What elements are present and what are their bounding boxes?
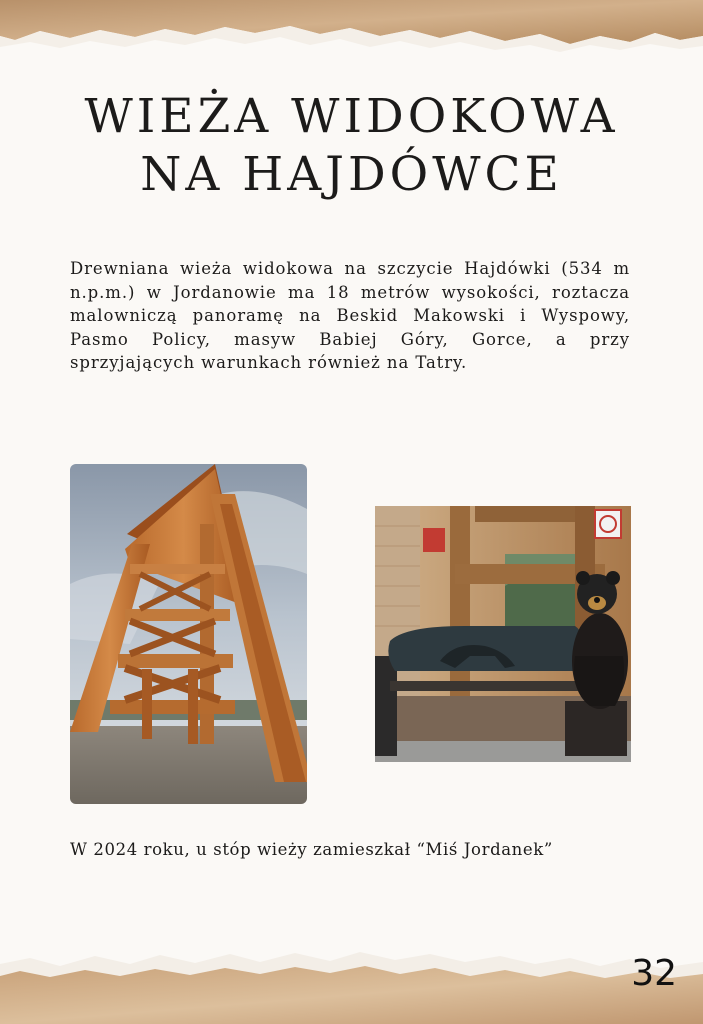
page-title [0,88,703,204]
photo-caption: W 2024 roku, u stóp wieży zamieszkał “Miś Jordanek” [70,840,553,859]
title-line-2: NA HAJDÓWCE [140,147,563,202]
title-line-1: WIEŻA WIDOKOWA [84,89,619,144]
page-number: 32 [631,953,677,994]
tower-photo [70,464,307,804]
description-paragraph: Drewniana wieża widokowa na szczycie Hajdówki (534 m n.p.m.) w Jordanowie ma 18 metrów wysokości, roztacza malowniczą panoramę na Beskid Makowski i Wyspowy, Pasmo Policy, masyw Babiej Góry, Gorce, a przy sprzyjających warunkach również na Tatry. [70,259,630,372]
torn-paper-bottom [0,944,703,1024]
torn-paper-top [0,0,703,60]
bear-sculpture-photo [375,506,631,762]
